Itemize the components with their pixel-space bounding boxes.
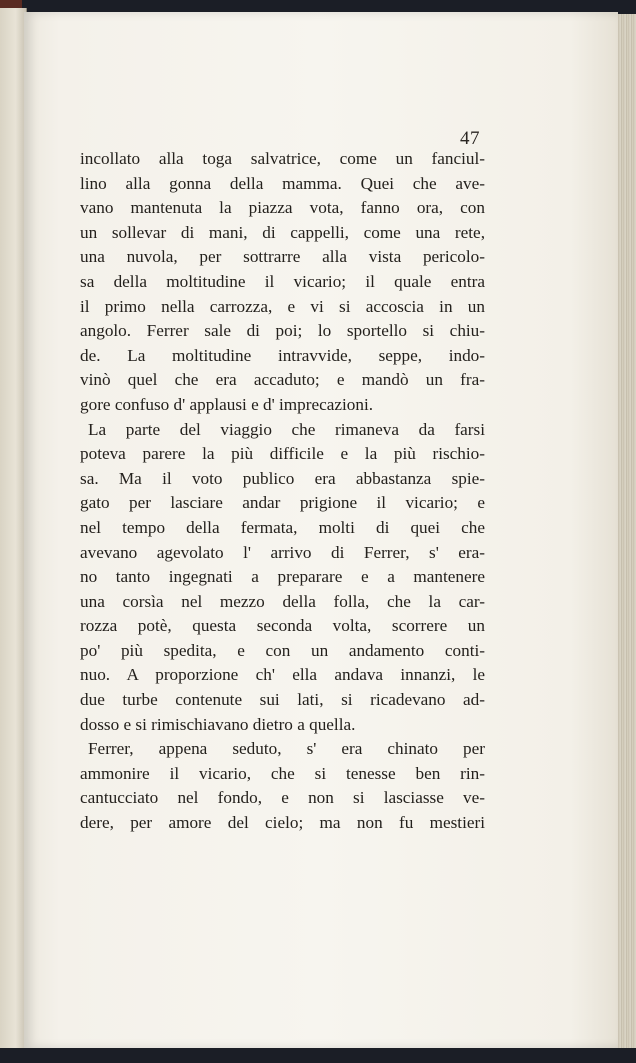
text-line: sa. Ma il voto publico era abbastanza spie- (80, 468, 485, 488)
text-line: angolo. Ferrer sale di poi; lo sportello si chiu- (80, 321, 485, 341)
text-line: incollato alla toga salvatrice, come un fanciul- (80, 149, 485, 168)
text-line: lino alla gonna della mamma. Quei che ave- (80, 173, 485, 193)
text-line: cantucciato nel fondo, e non si lasciasse ve- (80, 788, 485, 808)
page-fore-edge (616, 14, 636, 1048)
text-line: due turbe contenute sui lati, si ricadevano ad- (80, 690, 485, 710)
text-line: vano mantenuta la piazza vota, fanno ora, con (80, 198, 485, 218)
text-line: de. La moltitudine intravvide, seppe, indo- (80, 345, 485, 365)
text-line: ammonire il vicario, che si tenesse ben rin- (80, 763, 485, 783)
text-line: La parte del viaggio che rimaneva da farsi (88, 419, 485, 439)
text-line: no tanto ingegnati a preparare e a mantenere (80, 567, 485, 587)
body-text (80, 147, 485, 836)
text-line: nel tempo della fermata, molti di quei che (80, 517, 485, 537)
text-line: un sollevar di mani, di cappelli, come una rete, (80, 222, 485, 242)
text-line: il primo nella carrozza, e vi si accoscia in un (80, 296, 485, 316)
text-line: vinò quel che era accaduto; e mandò un fra- (80, 370, 485, 390)
text-line: poteva parere la più difficile e la più rischio- (80, 444, 485, 464)
text-line: gore confuso d' applausi e d' imprecazioni. (80, 394, 374, 414)
text-line: rozza potè, questa seconda volta, scorrere un (80, 616, 485, 636)
text-line: dosso e si rimischiavano dietro a quella. (80, 714, 356, 734)
text-line: una corsìa nel mezzo della folla, che la car- (80, 591, 485, 611)
text-line: una nuvola, per sottrarre alla vista pericolo- (80, 247, 485, 267)
text-line: avevano agevolato l' arrivo di Ferrer, s' era- (80, 542, 485, 562)
text-line: po' più spedita, e con un andamento conti- (80, 640, 485, 660)
page-number: 47 (460, 128, 480, 149)
text-line: gato per lasciare andar prigione il vicario; e (80, 493, 485, 513)
text-line: Ferrer, appena seduto, s' era chinato per (88, 739, 485, 759)
text-line: dere, per amore del cielo; ma non fu mestieri (80, 813, 485, 833)
facing-page-edge (0, 8, 27, 1048)
text-line: sa della moltitudine il vicario; il quale entra (80, 271, 485, 291)
text-line: nuo. A proporzione ch' ella andava innanzi, le (80, 665, 485, 685)
